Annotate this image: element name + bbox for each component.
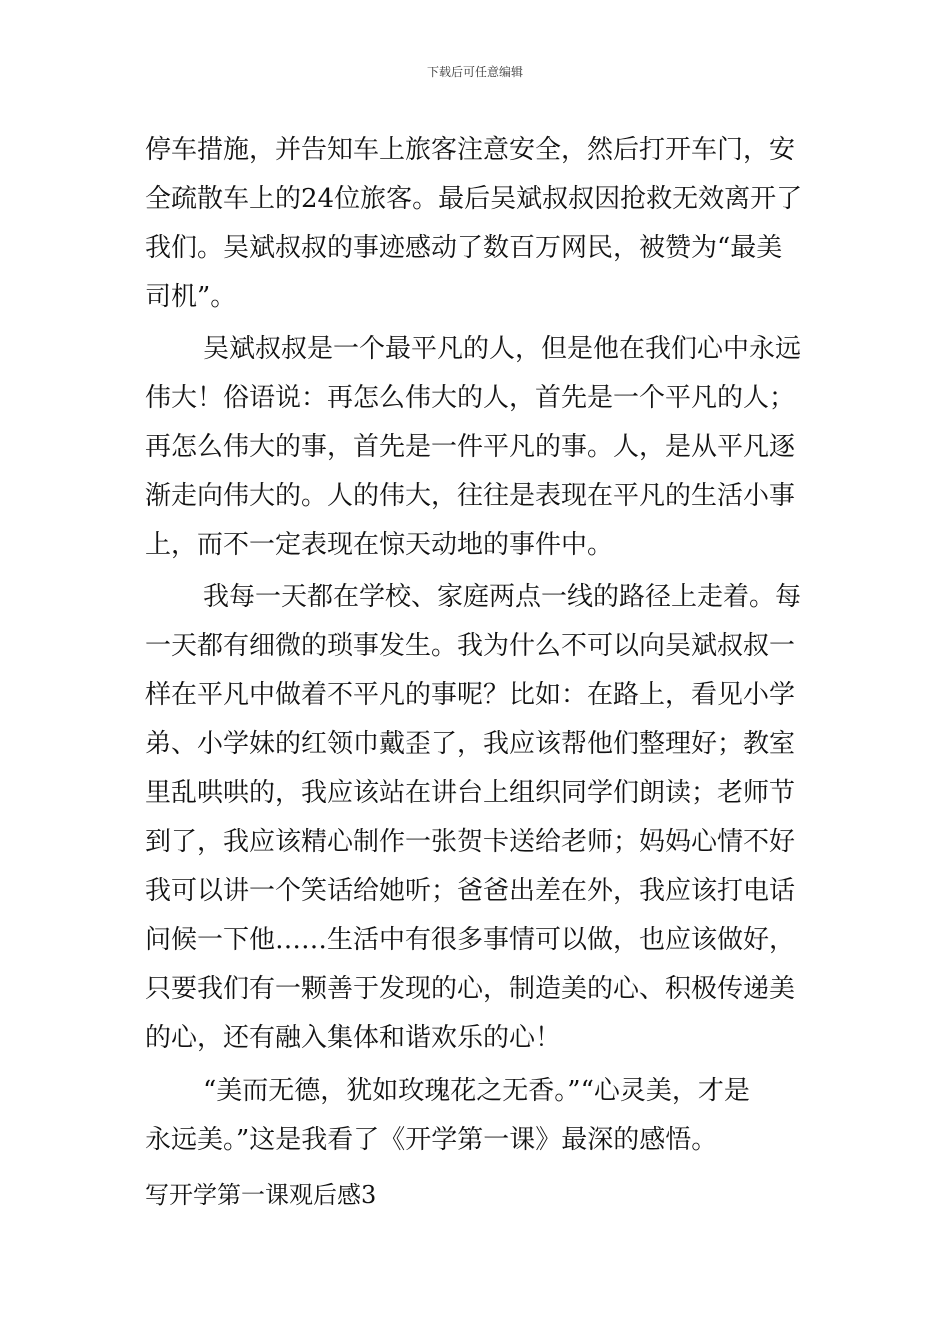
- paragraph-line: 到了，我应该精心制作一张贺卡送给老师；妈妈心情不好: [145, 827, 796, 857]
- paragraph-line: 司机”。: [145, 282, 237, 312]
- paragraph-line: 全疏散车上的24位旅客。最后吴斌叔叔因抢救无效离开了: [145, 184, 803, 214]
- paragraph-line: 我们。吴斌叔叔的事迹感动了数百万网民，被赞为“最美: [145, 233, 783, 263]
- paragraph-line: 问候一下他……生活中有很多事情可以做，也应该做好，: [145, 925, 796, 955]
- paragraph-line: “美而无德，犹如玫瑰花之无香。”“心灵美，才是: [203, 1076, 750, 1106]
- paragraph-line: 再怎么伟大的事，首先是一件平凡的事。人，是从平凡逐: [145, 432, 796, 462]
- paragraph-line: 吴斌叔叔是一个最平凡的人，但是他在我们心中永远: [203, 334, 802, 364]
- paragraph-line: 一天都有细微的琐事发生。我为什么不可以向吴斌叔叔一: [145, 631, 796, 661]
- page-header-note: 下载后可任意编辑: [426, 65, 523, 79]
- paragraph-line: 渐走向伟大的。人的伟大，往往是表现在平凡的生活小事: [145, 481, 796, 511]
- paragraph-line: 样在平凡中做着不平凡的事呢？比如：在路上，看见小学: [145, 680, 796, 710]
- paragraph-line: 我每一天都在学校、家庭两点一线的路径上走着。每: [203, 582, 802, 612]
- paragraph-line: 只要我们有一颗善于发现的心，制造美的心、积极传递美: [145, 974, 796, 1004]
- paragraph-line: 弟、小学妹的红领巾戴歪了，我应该帮他们整理好；教室: [145, 729, 796, 759]
- paragraph-line: 我可以讲一个笑话给她听；爸爸出差在外，我应该打电话: [145, 876, 796, 906]
- paragraph-line: 永远美。”这是我看了《开学第一课》最深的感悟。: [145, 1125, 718, 1155]
- section-heading: 写开学第一课观后感3: [145, 1181, 377, 1209]
- paragraph-line: 伟大！俗语说：再怎么伟大的人，首先是一个平凡的人；: [145, 383, 796, 413]
- paragraph-line: 停车措施，并告知车上旅客注意安全，然后打开车门，安: [145, 135, 796, 165]
- paragraph-line: 的心，还有融入集体和谐欢乐的心！: [145, 1023, 562, 1053]
- paragraph-line: 里乱哄哄的，我应该站在讲台上组织同学们朗读；老师节: [145, 778, 796, 808]
- paragraph-line: 上，而不一定表现在惊天动地的事件中。: [145, 530, 614, 560]
